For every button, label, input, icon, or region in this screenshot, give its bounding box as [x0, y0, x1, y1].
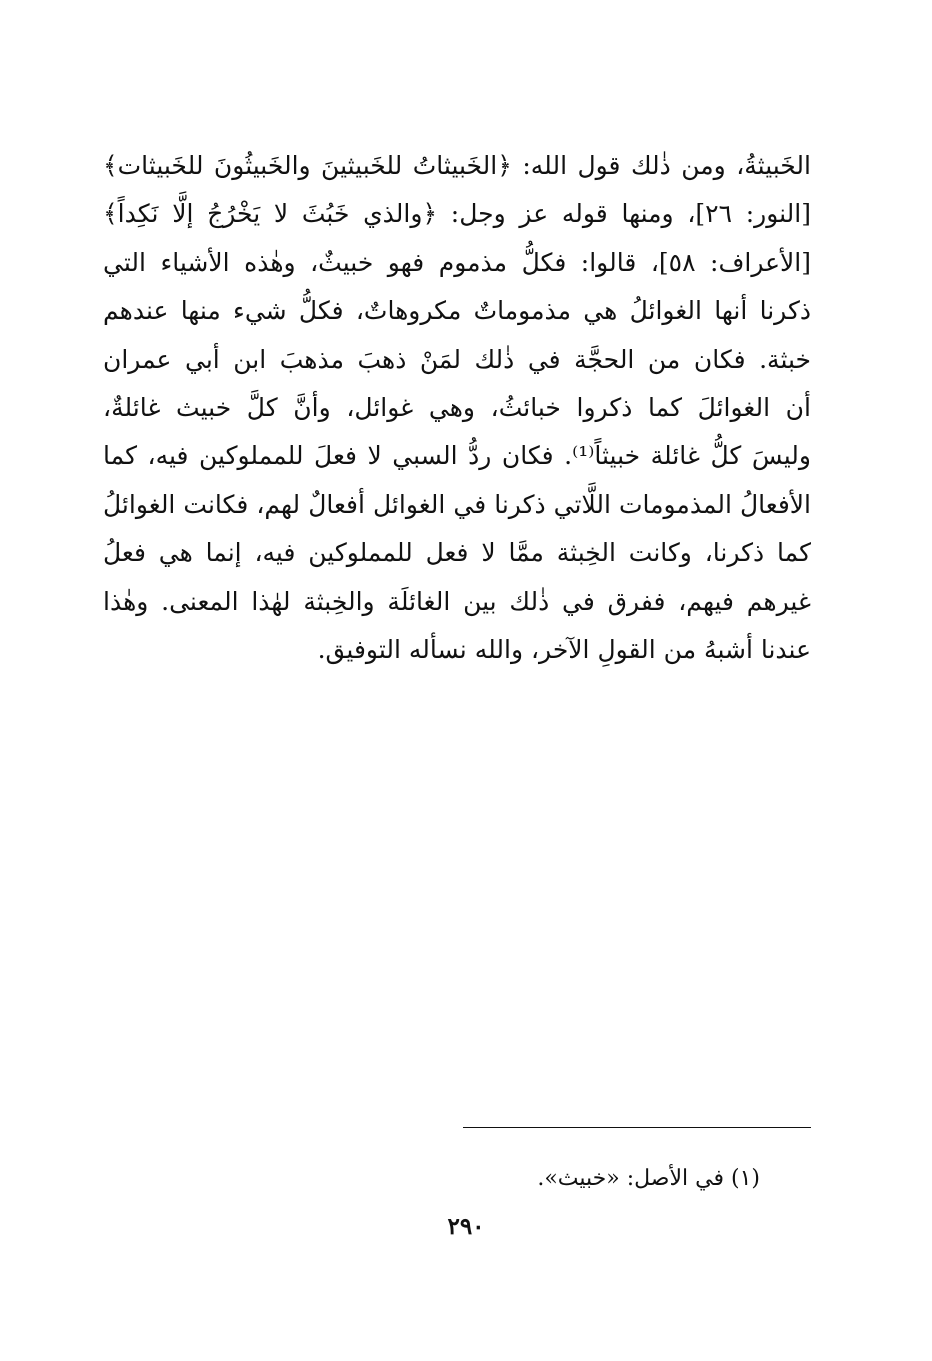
- text-line: وليسَ كلُّ غائلة خبيثاً⁽¹⁾. فكان ردُّ السبي لا فعلَ للمملوكين فيه، كما: [103, 441, 811, 471]
- text-line: أن الغوائلَ كما ذكروا خبائثُ، وهي غوائل، وأنَّ كلَّ خبيث غائلةٌ،: [103, 392, 811, 422]
- text-line: خبثة. فكان من الحجَّة في ذٰلك لمَنْ ذهبَ مذهبَ ابن أبي عمران: [103, 344, 811, 374]
- text-line: [الأعراف: ٥٨]، قالوا: فكلُّ مذموم فهو خبيثٌ، وهٰذه الأشياء التي: [103, 247, 811, 277]
- text-line: عندنا أشبهُ من القولِ الآخر، والله نسأله التوفيق.: [317, 634, 811, 664]
- footnote: (١) في الأصل: «خبيث».: [537, 1166, 760, 1191]
- body-paragraph: [103, 142, 811, 674]
- text-line: الأفعالُ المذمومات اللَّاتي ذكرنا في الغوائل أفعالٌ لهم، فكانت الغوائلُ: [103, 489, 811, 519]
- footnote-divider: [463, 1127, 811, 1128]
- text-line: الخَبيثةُ، ومن ذٰلك قول الله: ﴿الخَبيثاتُ للخَبيثينَ والخَبيثُونَ للخَبيثات﴾: [103, 151, 811, 180]
- text-line: ذكرنا أنها الغوائلُ هي مذموماتٌ مكروهاتٌ، فكلُّ شيء منها عندهم: [103, 296, 811, 326]
- text-line: كما ذكرنا، وكانت الخِبثة ممَّا لا فعل للمملوكين فيه، إنما هي فعلُ: [103, 538, 811, 568]
- page-number: ٢٩٠: [447, 1213, 485, 1240]
- text-line: [النور: ٢٦]، ومنها قوله عز وجل: ﴿والذي خَبُثَ لا يَخْرُجُ إلَّا نَكِداً﴾: [103, 199, 811, 229]
- text-line: غيرهم فيهم، ففرق في ذٰلك بين الغائلَة والخِبثة لهٰذا المعنى. وهٰذا: [103, 586, 811, 616]
